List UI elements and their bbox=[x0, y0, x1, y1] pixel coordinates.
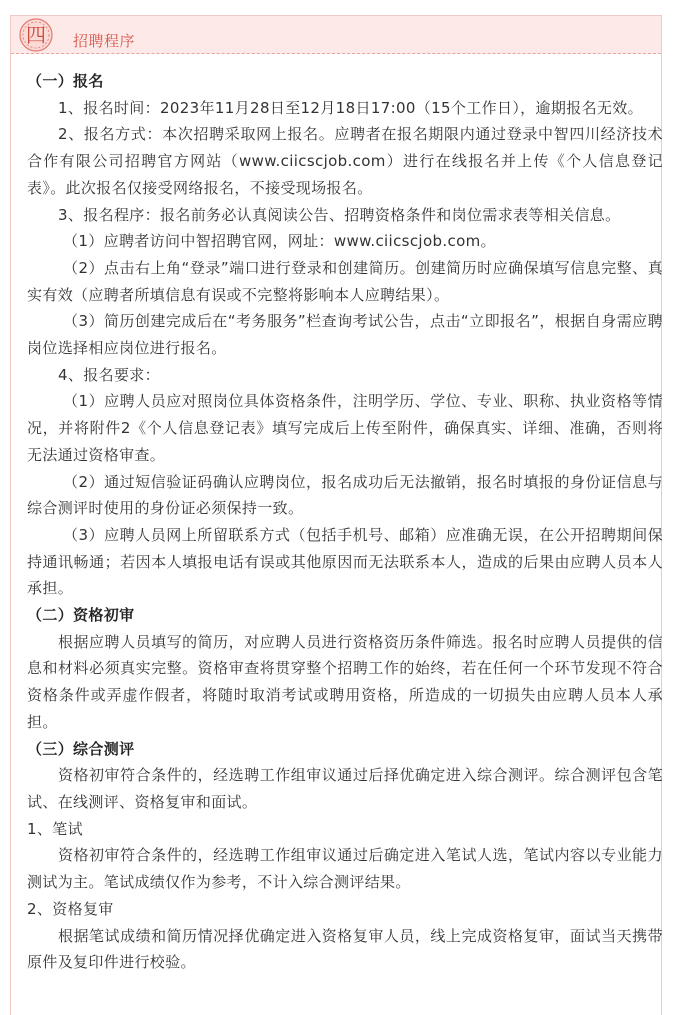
paragraph: 1、报名时间：2023年11月28日至12月18日17:00（15个工作日），逾期报名无效。 bbox=[58, 98, 643, 117]
paragraph: （3）简历创建完成后在“考务服务”栏查询考试公告，点击“立即报名”，根据自身需应聘岗位选择相应岗位进行报名。 bbox=[27, 312, 663, 358]
paragraph: （3）应聘人员网上所留联系方式（包括手机号、邮箱）应准确无误，在公开招聘期间保持通讯畅通；若因本人填报电话有误或其他原因而无法联系本人，造成的后果由应聘人员本人承担。 bbox=[27, 525, 663, 598]
seal-circle-icon bbox=[13, 18, 57, 54]
paragraph: 2、报名方式：本次招聘采取网上报名。应聘者在报名期限内通过登录中智四川经济技术合作有限公司招聘官方网站（www.ciicscjob.com）进行在线报名并上传《个人信息登记表》。此次报名仅接受网络报名，不接受现场报名。 bbox=[27, 125, 663, 197]
section-heading: （一）报名 bbox=[27, 72, 104, 90]
section-number-badge bbox=[13, 18, 57, 54]
paragraph: （2）通过短信验证码确认应聘岗位，报名成功后无法撤销，报名时填报的身份证信息与综合测评时使用的身份证必须保持一致。 bbox=[27, 472, 663, 518]
section-heading: （二）资格初审 bbox=[27, 606, 135, 625]
recruitment-procedure-card bbox=[10, 15, 662, 1015]
badge-character: 四 bbox=[26, 23, 46, 47]
paragraph: 3、报名程序：报名前务必认真阅读公告、招聘资格条件和岗位需求表等相关信息。 bbox=[58, 205, 621, 224]
paragraph: （1）应聘人员应对照岗位具体资格条件，注明学历、学位、专业、职称、执业资格等情况，并将附件2《个人信息登记表》填写完成后上传至附件，确保真实、详细、准确，否则将无法通过资格审查。 bbox=[27, 392, 663, 464]
paragraph: 根据应聘人员填写的简历，对应聘人员进行资格资历条件筛选。报名时应聘人员提供的信息和材料必须真实完整。资格审查将贯穿整个招聘工作的始终，若在任何一个环节发现不符合资格条件或弄虚作假者，将随时取消考试或聘用资格，所造成的一切损失由应聘人员本人承担。 bbox=[27, 632, 663, 731]
section-title: 招聘程序 bbox=[73, 32, 136, 50]
paragraph: （2）点击右上角“登录”端口进行登录和创建简历。创建简历时应确保填写信息完整、真实有效（应聘者所填信息有误或不完整将影响本人应聘结果）。 bbox=[27, 258, 663, 304]
paragraph: 1、笔试 bbox=[27, 819, 83, 838]
paragraph: （1）应聘者访问中智招聘官网，网址：www.ciicscjob.com。 bbox=[63, 232, 496, 251]
paragraph: 根据笔试成绩和简历情况择优确定进入资格复审人员，线上完成资格复审，面试当天携带原件及复印件进行校验。 bbox=[27, 926, 663, 972]
article-body bbox=[27, 68, 663, 976]
paragraph: 资格初审符合条件的，经选聘工作组审议通过后择优确定进入综合测评。综合测评包含笔试、在线测评、资格复审和面试。 bbox=[27, 766, 663, 811]
section-header bbox=[11, 16, 661, 54]
paragraph: 4、报名要求： bbox=[58, 365, 160, 384]
paragraph: 2、资格复审 bbox=[27, 899, 114, 918]
paragraph: 资格初审符合条件的，经选聘工作组审议通过后确定进入笔试人选，笔试内容以专业能力测试为主。笔试成绩仅作为参考，不计入综合测评结果。 bbox=[27, 846, 663, 892]
section-heading: （三）综合测评 bbox=[27, 739, 135, 758]
